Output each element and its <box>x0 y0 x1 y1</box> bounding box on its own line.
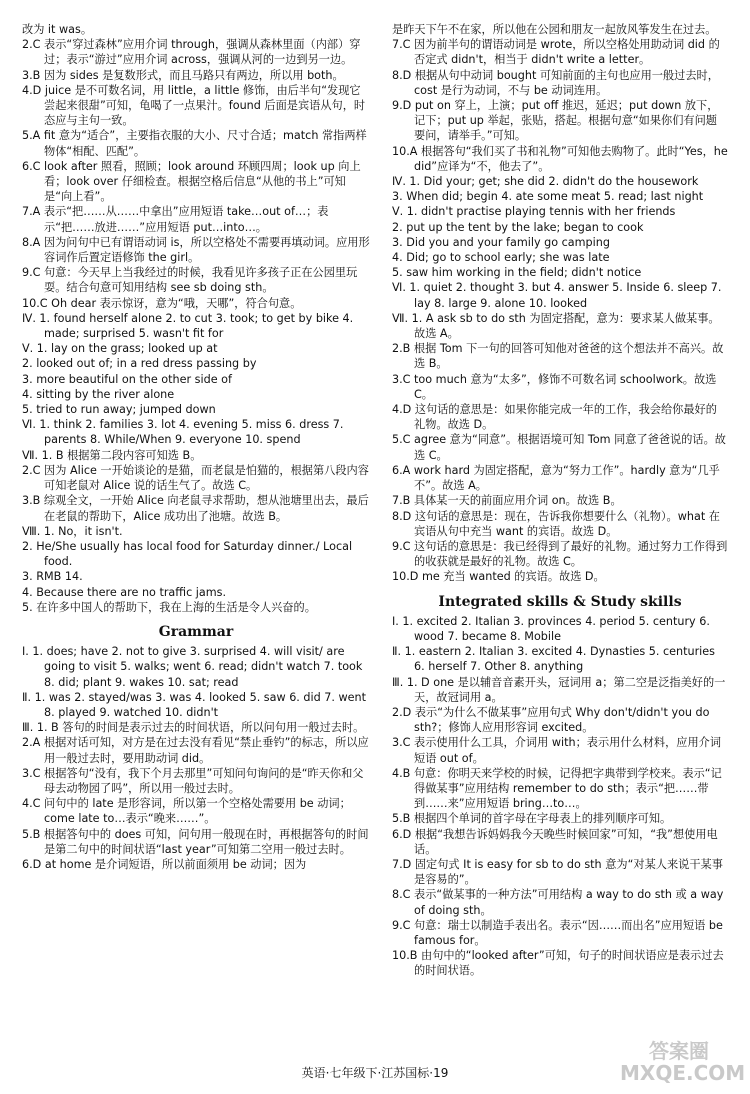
grammar-heading: Grammar <box>158 623 234 640</box>
answer-item: 4. Because there are no traffic jams. <box>22 585 227 599</box>
answer-item: 2. looked out of; in a red dress passing by <box>22 357 257 371</box>
answer-item: Ⅵ. 1. think 2. families 3. lot 4. evening 5. miss 6. dress 7. parents 8. While/When 9. everyone 10. spend <box>22 418 344 447</box>
answer-item: 7.B 具体某一天的前面应用介词 on。故选 B。 <box>392 494 622 508</box>
answer-item: 6.D 根据“我想告诉妈妈我今天晚些时候回家”可知，“我”想使用电话。 <box>392 827 718 856</box>
answer-item: 9.D put on 穿上，上演；put off 推迟，延迟；put down 放下，记下；put up 举起，张贴，搭起。根据句意“如果你们有问题要问，请举手。”可知。 <box>392 99 719 143</box>
left-answer-list <box>22 22 370 615</box>
answer-item: 改为 it was。 <box>22 23 93 36</box>
answer-item: 8.D 根据从句中动词 bought 可知前面的主句也应用一般过去时，cost 是行为动词，不与 be 动词连用。 <box>392 68 719 97</box>
answer-item: Ⅳ. 1. Did your; get; she did 2. didn't do the housework <box>392 175 699 189</box>
answer-item: 3.C 表示使用什么工具，介词用 with；表示用什么材料，应用介词短语 out of。 <box>392 736 722 765</box>
answer-item: 9.C 句意：瑞士以制造手表出名。表示“因……而出名”应用短语 be famous for。 <box>392 918 723 947</box>
answer-item: 7.D 固定句式 It is easy for sb to do sth 意为“对某人来说干某事是容易的”。 <box>392 857 723 887</box>
answer-item: 2.B 根据 Tom 下一句的回答可知他对爸爸的这个想法并不高兴。故选 B。 <box>392 342 724 371</box>
answer-item: 2. He/She usually has local food for Saturday dinner./ Local food. <box>22 539 353 569</box>
integrated-answer-list <box>392 614 728 979</box>
answer-item: Ⅲ. 1. B 答句的时间是表示过去的时间状语，所以问句用一般过去时。 <box>22 721 365 735</box>
answer-item: 3.C too much 意为“太多”，修饰不可数名词 schoolwork。故选 C。 <box>392 372 717 401</box>
answer-item: Ⅱ. 1. was 2. stayed/was 3. was 4. looked 5. saw 6. did 7. went 8. played 9. watched 10. didn't <box>22 690 367 719</box>
answer-item: 3. RMB 14. <box>22 570 83 584</box>
answer-item: 4.D 这句话的意思是：如果你能完成一年的工作，我会给你最好的礼物。故选 D。 <box>392 403 717 432</box>
answer-item: 2. put up the tent by the lake; began to cook <box>392 220 644 234</box>
answer-item: 7.A 表示“把……从……中拿出”应用短语 take…out of…；表示“把……放进……”应用短语 put…into…。 <box>22 205 329 234</box>
answer-item: 7.C 因为前半句的谓语动词是 wrote，所以空格处用助动词 did 的否定式 didn't，相当于 didn't write a letter。 <box>392 38 720 67</box>
answer-item: Ⅰ. 1. excited 2. Italian 3. provinces 4. period 5. century 6. wood 7. became 8. Mobile <box>392 614 710 643</box>
answer-item: 3.B 因为 sides 是复数形式，而且马路只有两边，所以用 both。 <box>22 68 344 82</box>
answer-item: 是昨天下午不在家，所以他在公园和朋友一起放风筝发生在过去。 <box>392 23 717 36</box>
integrated-skills-heading: Integrated skills & Study skills <box>438 593 682 610</box>
answer-item: Ⅰ. 1. does; have 2. not to give 3. surprised 4. will visit/ are going to visit 5. walks; went 6. read; didn't watch 7. took 8. did; plant 9. wakes 10. sat; read <box>22 645 363 689</box>
answer-item: 3. more beautiful on the other side of <box>22 372 232 386</box>
answer-item: 2.D 表示“为什么不做某事”应用句式 Why don't/didn't you do sth?；修饰人应用形容词 excited。 <box>392 705 710 735</box>
answer-item: 2.C 表示“穿过森林”应用介词 through，强调从森林里面（内部）穿过；表示“游过”应用介词 across，强调从河的一边到另一边。 <box>22 38 361 67</box>
answer-item: 4.D juice 是不可数名词，用 little，a little 修饰，由后半句“发现它尝起来很甜”可知，龟喝了一点果汁。found 后面是宾语从句，时态应与主句一致。 <box>22 83 366 128</box>
answer-item: 2.C 因为 Alice 一开始谈论的是猫，而老鼠是怕猫的，根据第八段内容可知老鼠对 Alice 说的话生气了。故选 C。 <box>22 463 369 493</box>
answer-item: 4.B 句意：你明天来学校的时候，记得把字典带到学校来。表示“记得做某事”应用结构 remember to do sth；表示“把……带到……来”应用短语 bring…to…。 <box>392 766 722 811</box>
grammar-answer-list <box>22 644 370 872</box>
answer-item: Ⅷ. 1. No，it isn't. <box>22 524 123 538</box>
answer-item: 10.A 根据答句“我们买了书和礼物”可知他去购物了。此时“Yes，he did”应译为“不，他去了”。 <box>392 144 728 173</box>
answer-item: 8.C 表示“做某事的一种方法”可用结构 a way to do sth 或 a way of doing sth。 <box>392 888 724 917</box>
answer-item: 3. Did you and your family go camping <box>392 235 610 249</box>
answer-item: 6.D at home 是介词短语，所以前面须用 be 动词；因为 <box>22 857 307 871</box>
page-footer: 英语·七年级下·江苏国标·19 <box>301 1066 449 1080</box>
answer-item: 10.B 由句中的“looked after”可知，句子的时间状语应是表示过去的时间状语。 <box>392 949 724 978</box>
right-column <box>392 22 728 979</box>
left-column <box>22 22 370 872</box>
watermark-logo: 答案圈 MXQE.COM <box>620 1039 746 1085</box>
answer-item: 5.C agree 意为“同意”。根据语境可知 Tom 同意了爸爸说的话。故选 C。 <box>392 433 726 462</box>
answer-item: 5.B 根据四个单词的首字母在字母表上的排列顺序可知。 <box>392 812 672 826</box>
answer-item: 10.D me 充当 wanted 的宾语。故选 D。 <box>392 570 605 584</box>
answer-item: Ⅱ. 1. eastern 2. Italian 3. excited 4. Dynasties 5. centuries 6. herself 7. Other 8. anything <box>392 645 716 674</box>
answer-item: 4. Did; go to school early; she was late <box>392 251 610 265</box>
answer-item: 5. 在许多中国人的帮助下，我在上海的生活是令人兴奋的。 <box>22 600 316 614</box>
answer-item: Ⅳ. 1. found herself alone 2. to cut 3. took; to get by bike 4. made; surprised 5. wasn't fit for <box>22 311 354 341</box>
answer-item: 8.A 因为问句中已有谓语动词 is，所以空格处不需要再填动词。应用形容词作后置定语修饰 the girl。 <box>22 235 370 265</box>
answer-item: 10.C Oh dear 表示惊讶，意为“哦，天哪”，符合句意。 <box>22 296 302 310</box>
answer-item: Ⅴ. 1. lay on the grass; looked up at <box>22 342 218 356</box>
answer-item: 3.C 根据答句“没有，我下个月去那里”可知问句询问的是“昨天你和父母去动物园了吗”，所以用一般过去时。 <box>22 766 364 795</box>
answer-item: 4. sitting by the river alone <box>22 387 175 401</box>
answer-item: 5. saw him working in the field; didn't notice <box>392 266 642 280</box>
right-answer-list <box>392 22 728 585</box>
answer-item: 5.B 根据答句中的 does 可知，问句用一般现在时，再根据答句的时间是第二句中的时间状语“last year”可知第二空用一般过去时。 <box>22 827 369 856</box>
answer-item: 9.C 句意：今天早上当我经过的时候，我看见许多孩子正在公园里玩耍。结合句意可知用结构 see sb doing sth。 <box>22 266 358 295</box>
answer-item: Ⅴ. 1. didn't practise playing tennis with her friends <box>392 205 676 219</box>
answer-item: 3.B 综观全文，一开始 Alice 向老鼠寻求帮助，想从池塘里出去，最后在老鼠的帮助下，Alice 成功出了池塘。故选 B。 <box>22 494 369 523</box>
answer-item: Ⅵ. 1. quiet 2. thought 3. but 4. answer 5. Inside 6. sleep 7. lay 8. large 9. alone 10. looked <box>392 281 722 310</box>
answer-item: 2.A 根据对话可知，对方是在过去没有看见“禁止垂钓”的标志，所以应用一般过去时，要用助动词 did。 <box>22 736 369 765</box>
answer-item: Ⅲ. 1. D one 是以辅音音素开头，冠词用 a；第二空是泛指美好的一天，故冠词用 a。 <box>392 675 726 704</box>
answer-item: 6.C look after 照看，照顾；look around 环顾四周；look up 向上看；look over 仔细检查。根据空格后信息“从他的书上”可知是“向上看”。 <box>22 159 361 204</box>
answer-item: 5. tried to run away; jumped down <box>22 403 216 417</box>
answer-item: Ⅶ. 1. B 根据第二段内容可知选 B。 <box>22 448 202 462</box>
answer-item: 8.D 这句话的意思是：现在，告诉我你想要什么（礼物）。what 在宾语从句中充当 want 的宾语。故选 D。 <box>392 509 720 538</box>
answer-item: 3. When did; begin 4. ate some meat 5. read; last night <box>392 190 704 204</box>
answer-item: Ⅶ. 1. A ask sb to do sth 为固定搭配，意为：要求某人做某事。故选 A。 <box>392 311 720 341</box>
answer-item: 6.A work hard 为固定搭配，意为“努力工作”。hardly 意为“几乎不”。故选 A。 <box>392 463 720 493</box>
answer-item: 5.A fit 意为“适合”，主要指衣服的大小、尺寸合适；match 常指两样物体“相配、匹配”。 <box>22 129 367 158</box>
answer-item: 4.C 问句中的 late 是形容词，所以第一个空格处需要用 be 动词；come late to…表示“晚来……”。 <box>22 797 351 826</box>
answer-item: 9.C 这句话的意思是：我已经得到了最好的礼物。通过努力工作得到的收获就是最好的礼物。故选 C。 <box>392 539 728 569</box>
